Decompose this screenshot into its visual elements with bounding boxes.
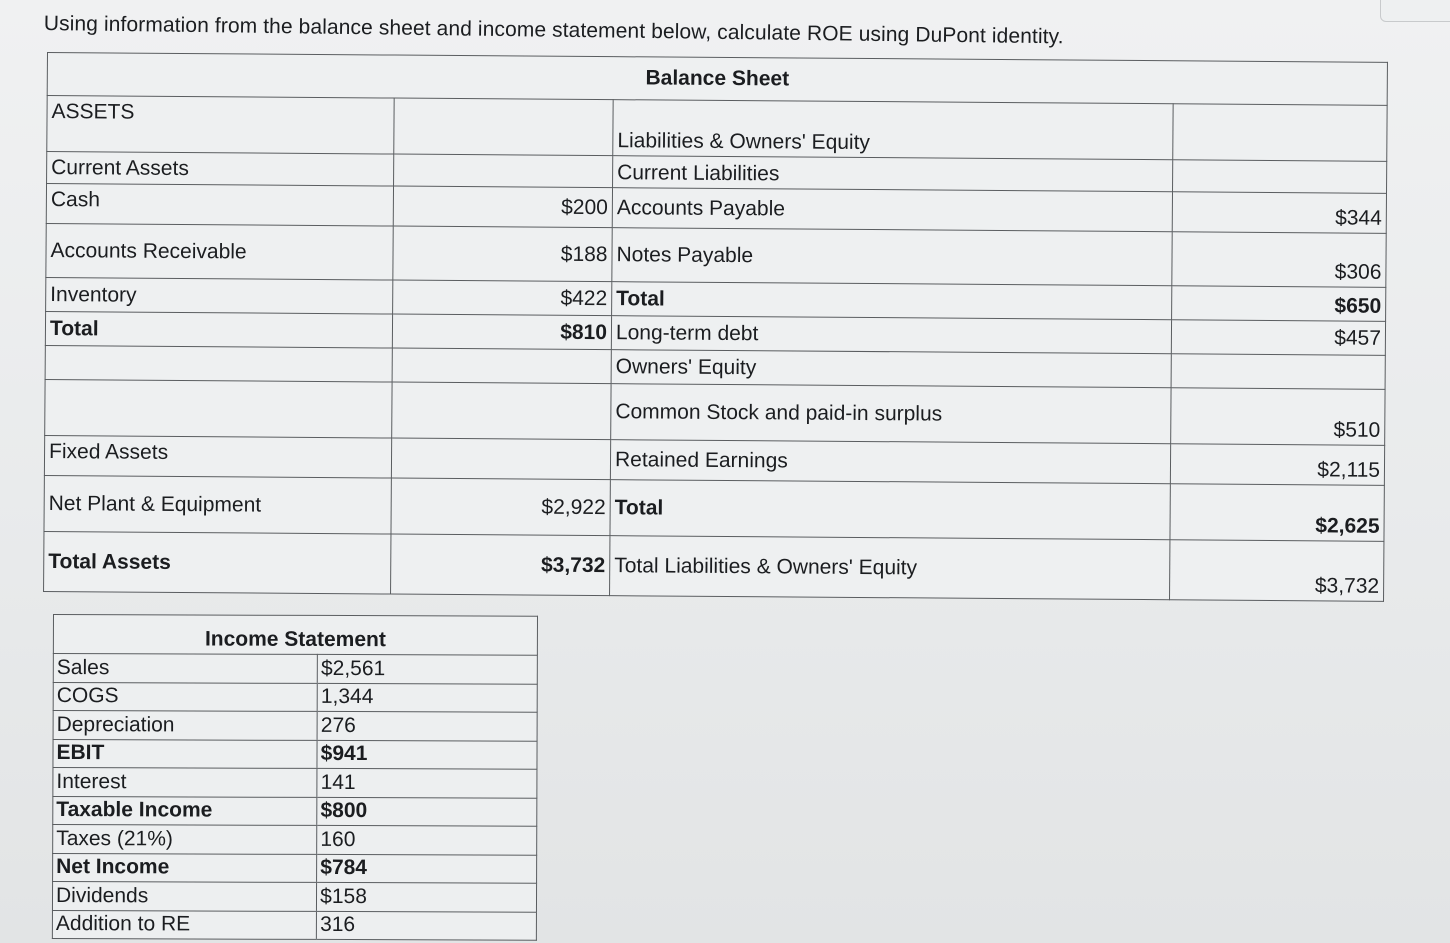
- common-stock-label: Common Stock and paid-in surplus: [611, 384, 1171, 444]
- table-row: [53, 853, 537, 883]
- current-assets-label: Current Assets: [47, 152, 394, 187]
- depreciation-label: Depreciation: [53, 711, 317, 740]
- common-stock-value: $510: [1171, 388, 1385, 446]
- interest-label: Interest: [53, 768, 317, 797]
- accounts-receivable-value: $188: [393, 226, 612, 282]
- taxes-value: 160: [317, 825, 537, 854]
- cash-value: $200: [393, 186, 612, 228]
- table-row: [53, 825, 537, 855]
- accounts-receivable-label: Accounts Receivable: [46, 223, 393, 280]
- balance-sheet: [43, 52, 1387, 602]
- balance-sheet-table: [43, 52, 1388, 602]
- current-assets-total-value: $810: [392, 314, 611, 350]
- blank-cell: [45, 379, 392, 438]
- table-row: [53, 711, 537, 741]
- fixed-assets-label: Fixed Assets: [44, 435, 391, 478]
- ebit-label: EBIT: [53, 739, 317, 768]
- addition-to-re-label: Addition to RE: [52, 910, 316, 939]
- assets-header: ASSETS: [47, 96, 394, 155]
- corner-frame: [1380, 0, 1450, 22]
- blank-cell: [1171, 354, 1385, 390]
- accounts-payable-value: $344: [1172, 192, 1386, 234]
- blank-cell: [394, 154, 613, 188]
- cash-label: Cash: [46, 184, 393, 227]
- total-liabilities-equity-label: Total Liabilities & Owners' Equity: [610, 536, 1170, 600]
- blank-cell: [392, 348, 611, 384]
- inventory-label: Inventory: [46, 277, 393, 314]
- dividends-label: Dividends: [52, 882, 316, 911]
- total-assets-label: Total Assets: [44, 531, 391, 594]
- table-row: [53, 739, 537, 769]
- accounts-payable-label: Accounts Payable: [612, 188, 1172, 232]
- blank-cell: [1173, 160, 1387, 194]
- dividends-value: $158: [317, 882, 537, 911]
- ebit-value: $941: [317, 740, 537, 769]
- sales-label: Sales: [53, 654, 317, 683]
- question-text: Using information from the balance sheet and income statement below, calculate ROE using DuPont identity.: [43, 12, 1064, 49]
- current-liabilities-total-label: Total: [612, 282, 1172, 320]
- income-statement-title: Income Statement: [53, 615, 537, 656]
- cogs-label: COGS: [53, 682, 317, 711]
- current-liabilities-label: Current Liabilities: [613, 156, 1173, 192]
- current-liabilities-total-value: $650: [1172, 286, 1386, 322]
- balance-sheet-title: Balance Sheet: [47, 53, 1387, 106]
- total-liabilities-equity-value: $3,732: [1170, 540, 1384, 602]
- notes-payable-label: Notes Payable: [612, 228, 1172, 286]
- notes-payable-value: $306: [1172, 232, 1386, 288]
- net-plant-equipment-label: Net Plant & Equipment: [44, 475, 391, 534]
- blank-cell: [45, 345, 392, 382]
- table-row: [53, 654, 537, 684]
- income-statement: [52, 614, 538, 941]
- retained-earnings-value: $2,115: [1170, 444, 1384, 486]
- blank-cell: [392, 382, 611, 440]
- liabilities-header: Liabilities & Owners' Equity: [613, 100, 1173, 160]
- table-row: [53, 796, 537, 826]
- net-income-label: Net Income: [53, 853, 317, 882]
- income-statement-table: [52, 614, 538, 941]
- current-assets-total-label: Total: [45, 311, 392, 348]
- owners-equity-label: Owners' Equity: [611, 350, 1171, 388]
- cogs-value: 1,344: [317, 683, 537, 712]
- long-term-debt-value: $457: [1171, 320, 1385, 356]
- long-term-debt-label: Long-term debt: [611, 316, 1171, 354]
- blank-cell: [1173, 104, 1387, 162]
- blank-cell: [391, 438, 610, 480]
- interest-value: 141: [317, 768, 537, 797]
- depreciation-value: 276: [317, 711, 537, 740]
- net-income-value: $784: [317, 854, 537, 883]
- total-assets-value: $3,732: [391, 534, 610, 596]
- taxable-income-label: Taxable Income: [53, 796, 317, 825]
- table-row: [52, 910, 536, 940]
- retained-earnings-label: Retained Earnings: [610, 440, 1170, 484]
- table-row: [53, 682, 537, 712]
- blank-cell: [394, 98, 613, 156]
- taxes-label: Taxes (21%): [53, 825, 317, 854]
- table-row: [53, 768, 537, 798]
- table-row: [52, 882, 536, 912]
- taxable-income-value: $800: [317, 797, 537, 826]
- inventory-value: $422: [393, 280, 612, 316]
- owners-equity-total-value: $2,625: [1170, 484, 1384, 542]
- owners-equity-total-label: Total: [610, 480, 1170, 540]
- addition-to-re-value: 316: [317, 911, 537, 940]
- net-plant-equipment-value: $2,922: [391, 478, 610, 536]
- sales-value: $2,561: [317, 654, 537, 683]
